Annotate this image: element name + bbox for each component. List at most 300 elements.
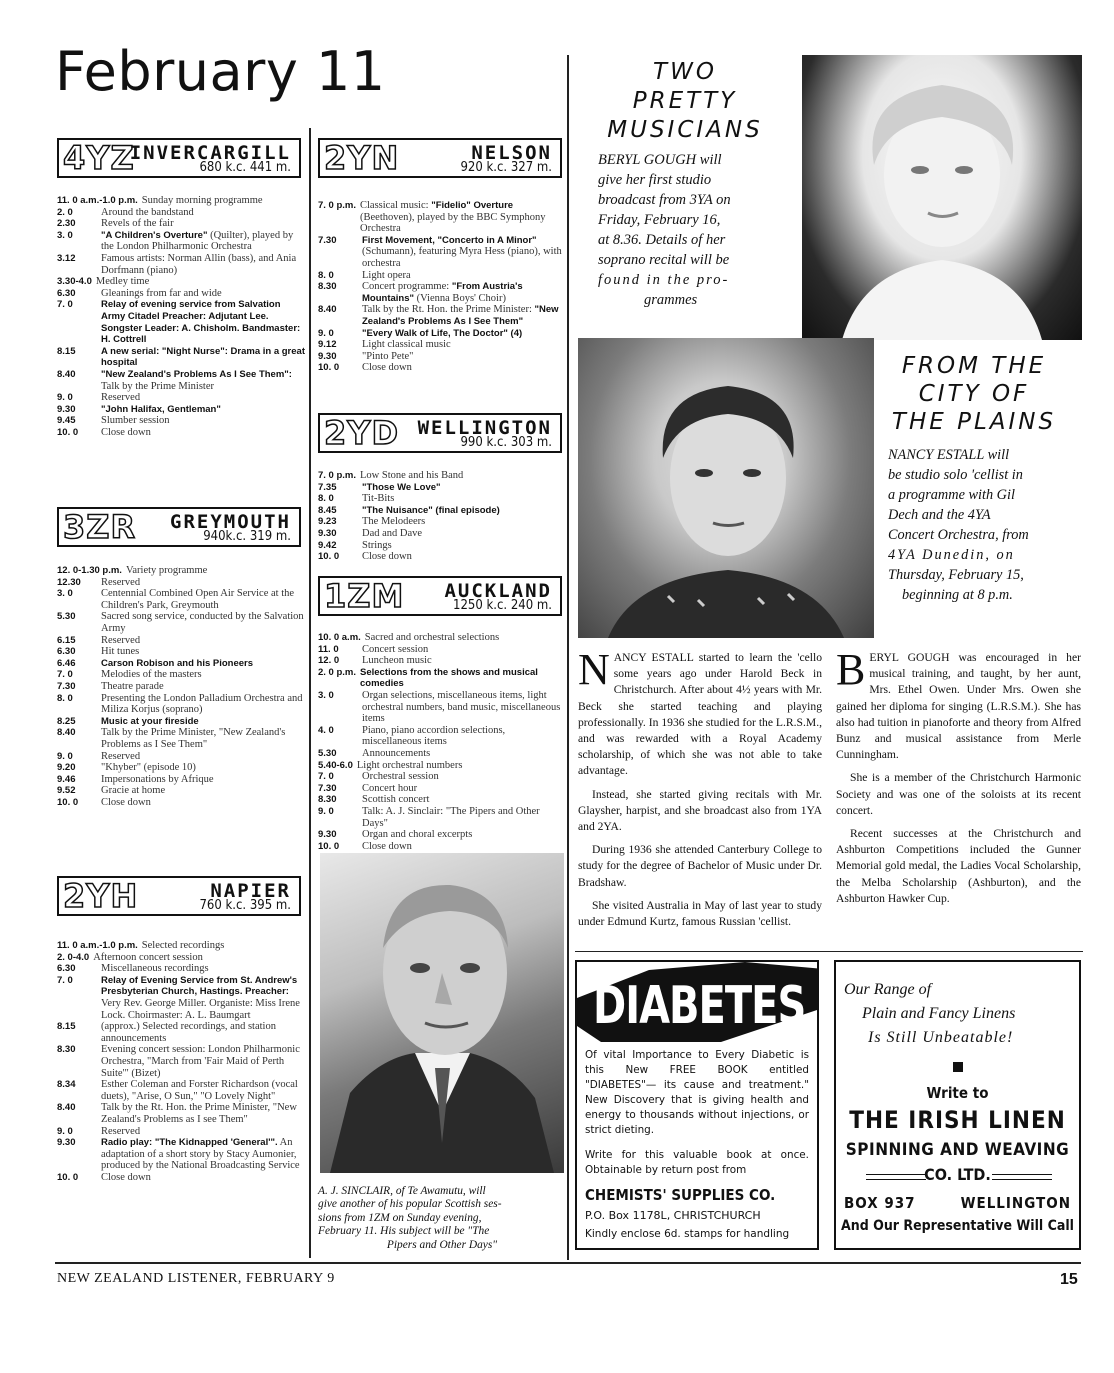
programme-row <box>57 369 305 392</box>
programme-description: Revels of the fair <box>101 218 174 230</box>
programme-row <box>57 1137 305 1172</box>
heading-line: CITY OF <box>918 381 1030 407</box>
programme-description: Scottish concert <box>362 794 430 806</box>
programme-time: 8.45 <box>318 504 337 516</box>
programme-description: Organ selections, miscellaneous items, light orchestral numbers, band music, miscellaneous items <box>362 689 561 725</box>
ad-body-text: Of vital Importance to Every Diabetic is this New FREE BOOK entitled "DIABETES"— its cause and treatment." New Discovery that is giving health and energy to thousands without injections, or strict dieting. <box>585 1049 809 1136</box>
gough-heading <box>590 58 780 145</box>
programme-description: Close down <box>362 362 412 374</box>
programme-time: 9.30 <box>318 829 337 841</box>
programme-time: 9. 0 <box>57 750 73 762</box>
programme-description: Impersonations by Afrique <box>101 773 214 785</box>
programme-description: Sunday morning programme <box>141 195 263 206</box>
programme-description: Miscellaneous recordings <box>101 963 209 975</box>
programme-time: 9.30 <box>318 350 337 362</box>
programme-description: Around the bandstand <box>101 206 194 218</box>
programme-time: 8.40 <box>57 368 76 380</box>
programme-row <box>57 952 305 964</box>
programme-list-auckland <box>318 632 564 852</box>
programme-row <box>57 669 305 681</box>
programme-description: Close down <box>101 1171 151 1183</box>
programme-time: 8.30 <box>57 1044 76 1056</box>
programme-description: Gracie at home <box>101 785 166 797</box>
heading-line: TWO <box>653 59 717 85</box>
programme-row <box>57 299 305 345</box>
programme-time: 5.30 <box>57 611 76 623</box>
caption-line: sions from 1ZM on Sunday evening, <box>318 1211 482 1224</box>
programme-row <box>318 235 564 270</box>
sinclair-caption <box>318 1185 566 1252</box>
programme-description: A new serial: "Night Nurse": Drama in a great hospital <box>101 345 305 369</box>
programme-time: 10. 0 <box>57 796 79 808</box>
programme-description: Light classical music <box>362 339 451 351</box>
programme-time: 10. 0 <box>318 362 340 374</box>
programme-row <box>57 635 305 647</box>
programme-time: 12. 0-1.30 p.m. <box>57 565 122 576</box>
heading-line: PRETTY <box>632 88 738 114</box>
caption-line: Thursday, February 15, <box>888 567 1024 583</box>
programme-description: Luncheon music <box>362 655 432 667</box>
programme-row <box>318 632 564 644</box>
programme-description: Reserved <box>101 750 141 762</box>
caption-line: beginning at 8 p.m. <box>902 587 1013 603</box>
caption-line: at 8.36. Details of her <box>598 232 726 248</box>
programme-description: Talk: A. J. Sinclair: "The Pipers and Other Days" <box>362 805 540 829</box>
programme-row <box>318 771 564 783</box>
programme-list-invercargill <box>57 195 305 438</box>
station-frequency: 990 k.c. 303 m. <box>460 435 552 450</box>
programme-row <box>57 658 305 670</box>
programme-row <box>57 1172 305 1184</box>
ad-body-text: Write for this valuable book at once. Obtainable by return post from <box>585 1149 809 1176</box>
caption-line: 4YA Dunedin, on <box>888 547 1015 563</box>
programme-description: "Pinto Pete" <box>362 350 414 362</box>
programme-description: (approx.) Selected recordings, and station announcements <box>101 1021 276 1044</box>
ad-line: Plain and Fancy Linens <box>862 1005 1016 1022</box>
programme-description: Reserved <box>101 392 141 404</box>
portrait-illustration <box>578 338 874 638</box>
programme-time: 9.45 <box>57 415 76 427</box>
programme-row <box>318 270 564 282</box>
programme-row <box>57 230 305 253</box>
station-call-sign: 1ZM <box>324 577 405 615</box>
programme-description: Relay of Evening Service from St. Andrew's Presbyterian Church, Hastings. Preacher: Very Rev. George Miller. Organiste: Miss Irene Lock. Choirmaster: A. L. Baumgart <box>101 974 300 1021</box>
programme-time: 6.15 <box>57 634 76 646</box>
ad-city: WELLINGTON <box>960 1194 1071 1212</box>
programme-row <box>57 415 305 427</box>
programme-time: 7. 0 p.m. <box>318 200 357 211</box>
programme-description: Reserved <box>101 1125 141 1137</box>
programme-description: Reserved <box>101 634 141 646</box>
programme-time: 8.40 <box>318 304 337 316</box>
programme-row <box>318 493 564 505</box>
programme-description: Concert programme: "From Austria's Mountains" (Vienna Boys' Choir) <box>362 281 523 304</box>
programme-description: "John Halifax, Gentleman" <box>101 403 221 415</box>
diabetes-ad[interactable] <box>575 960 819 1250</box>
ad-line: Our Range of <box>844 981 932 998</box>
programme-row <box>57 785 305 797</box>
portrait-illustration <box>802 55 1082 340</box>
programme-description: Selected recordings <box>141 940 225 951</box>
programme-row <box>57 195 305 207</box>
programme-description: Medley time <box>95 276 150 288</box>
heading-line: THE PLAINS <box>891 409 1057 435</box>
programme-time: 7.30 <box>318 234 337 246</box>
station-call-sign: 2YD <box>324 414 399 452</box>
programme-description: "Those We Love" <box>362 481 441 493</box>
ad-address: P.O. Box 1178L, CHRISTCHURCH <box>585 1209 761 1222</box>
programme-time: 3.30-4.0 <box>57 276 92 288</box>
programme-time: 8.40 <box>57 1102 76 1114</box>
programme-time: 10. 0 <box>57 1171 79 1183</box>
programme-time: 2. 0-4.0 <box>57 951 90 963</box>
programme-row <box>318 551 564 563</box>
programme-time: 3. 0 <box>318 689 334 701</box>
ad-write-to: Write to <box>926 1084 989 1102</box>
programme-row <box>57 716 305 728</box>
caption-line: found in the pro- <box>598 272 730 288</box>
programme-description: Theatre parade <box>101 680 164 692</box>
programme-row <box>57 797 305 809</box>
programme-description: Organ and choral excerpts <box>362 829 473 841</box>
programme-description: Close down <box>101 796 151 808</box>
caption-line: grammes <box>644 292 698 308</box>
station-frequency: 940k.c. 319 m. <box>203 529 291 544</box>
programme-description: Concert session <box>362 643 429 655</box>
programme-time: 10. 0 a.m. <box>318 632 361 643</box>
programme-time: 6.30 <box>57 963 76 975</box>
gough-caption <box>598 150 778 310</box>
station-box-greymouth <box>57 507 301 547</box>
programme-description: Radio play: "The Kidnapped 'General'". An adaptation of a short story by Stacy Aumonier, produced by the National Broadcasting Service <box>101 1137 300 1172</box>
footer-rule <box>55 1262 1081 1264</box>
programme-description: Talk by the Prime Minister, "New Zealand's Problems as I See Them" <box>101 727 286 750</box>
programme-time: 9.30 <box>318 527 337 539</box>
station-city: INVERCARGILL <box>129 142 291 164</box>
programme-time: 3.12 <box>57 252 76 264</box>
programme-time: 2. 0 p.m. <box>318 666 357 678</box>
programme-description: Sacred song service, conducted by the Salvation Army <box>101 611 304 634</box>
station-box-auckland <box>318 576 562 616</box>
programme-row <box>57 288 305 300</box>
programme-time: 11. 0 <box>318 643 339 655</box>
programme-time: 9. 0 <box>57 392 73 404</box>
programme-row <box>318 482 564 494</box>
programme-list-nelson <box>318 200 564 374</box>
caption-line: NANCY ESTALL will <box>888 447 1010 463</box>
programme-description: "New Zealand's Problems As I See Them": Talk by the Prime Minister <box>101 368 292 392</box>
programme-description: Close down <box>101 426 151 438</box>
programme-row <box>57 218 305 230</box>
drop-cap: N <box>578 645 610 694</box>
programme-description: "The Nuisance" (final episode) <box>362 504 500 516</box>
programme-time: 8. 0 <box>318 269 334 281</box>
programme-row <box>318 748 564 760</box>
programme-list-wellington <box>318 470 564 563</box>
programme-time: 8. 0 <box>57 692 73 704</box>
programme-description: Close down <box>362 840 412 852</box>
programme-description: Slumber session <box>101 415 170 427</box>
caption-line: February 11. His subject will be "The <box>318 1225 490 1238</box>
station-box-invercargill <box>57 138 301 178</box>
programme-description: Melodies of the masters <box>101 669 202 681</box>
gough-photo <box>802 55 1082 340</box>
ad-note: Kindly enclose 6d. stamps for handling <box>585 1228 790 1240</box>
station-call-sign: 2YH <box>63 877 139 915</box>
column-rule <box>309 128 311 1258</box>
programme-description: Reserved <box>101 576 141 588</box>
programme-description: Concert hour <box>362 782 418 794</box>
caption-line: Pipers and Other Days" <box>386 1238 498 1251</box>
programme-row <box>318 540 564 552</box>
programme-description: Evening concert session: London Philharmonic Orchestra, "March from 'Fair Maid of Perth Suite'" (Bizet) <box>101 1044 300 1079</box>
programme-description: Carson Robison and his Pioneers <box>101 657 254 669</box>
caption-line: soprano recital will be <box>598 252 730 268</box>
programme-time: 9. 0 <box>318 805 334 817</box>
programme-time: 6.30 <box>57 646 76 658</box>
programme-row <box>57 588 305 611</box>
estall-photo <box>578 338 874 638</box>
programme-time: 8.30 <box>318 794 337 806</box>
programme-time: 7. 0 p.m. <box>318 470 357 481</box>
programme-description: Talk by the Rt. Hon. the Prime Minister, "New Zealand's Problems as I see Them" <box>101 1102 297 1125</box>
gough-article <box>836 645 1081 914</box>
page-number: 15 <box>1060 1271 1078 1288</box>
programme-row <box>318 516 564 528</box>
programme-time: 3. 0 <box>57 588 73 600</box>
programme-description: Famous artists: Norman Allin (bass), and Ania Dorfmann (piano) <box>101 252 297 276</box>
programme-row <box>318 841 564 853</box>
programme-description: Light opera <box>362 269 411 281</box>
programme-time: 5.40-6.0 <box>318 759 353 771</box>
programme-row <box>318 644 564 656</box>
programme-list-napier <box>57 940 305 1183</box>
ad-banner: DIABETES <box>593 976 806 1036</box>
programme-time: 8.30 <box>318 281 337 293</box>
programme-description: Light orchestral numbers <box>356 759 463 771</box>
programme-row <box>318 200 564 235</box>
programme-row <box>57 276 305 288</box>
programme-description: Piano, piano accordion selections, miscellaneous items <box>362 724 506 748</box>
article-paragraph: Instead, she started giving recitals with Mr. Glaysher, harpist, and she broadcast also from 1YA and 2YA. <box>578 787 822 834</box>
station-city: GREYMOUTH <box>170 511 291 533</box>
station-box-napier <box>57 876 301 916</box>
programme-time: 9.12 <box>318 339 337 351</box>
station-city: WELLINGTON <box>417 417 552 439</box>
article-paragraph: Recent successes at the Christchurch and Ashburton Competitions included the Gunner Memorial gold medal, the Ladies Vocal Scholarship, the Melba Scholarship (Ashburton), and the Ashburton Hawker Cup. <box>836 827 1081 905</box>
ad-company-name: THE IRISH LINEN <box>849 1106 1066 1134</box>
programme-description: Variety programme <box>125 565 208 576</box>
programme-row <box>57 253 305 276</box>
programme-description: Afternoon concert session <box>93 951 203 963</box>
programme-row <box>318 667 564 690</box>
estall-heading <box>876 352 1072 436</box>
programme-time: 8.34 <box>57 1079 76 1091</box>
caption-line: BERYL GOUGH will <box>598 152 722 168</box>
station-city: AUCKLAND <box>444 580 552 602</box>
programme-description: Classical music: "Fidelio" Overture (Beethoven), played by the BBC Symphony Orchestra <box>360 200 546 235</box>
caption-line: A. J. SINCLAIR, of Te Awamutu, will <box>318 1185 486 1197</box>
programme-row <box>318 725 564 748</box>
programme-description: Esther Coleman and Forster Richardson (vocal duets), "Arise, O Sun," "O Lovely Night" <box>101 1079 298 1102</box>
programme-row <box>57 1079 305 1102</box>
programme-row <box>57 404 305 416</box>
caption-line: Dech and the 4YA <box>888 507 991 523</box>
programme-description: "Every Walk of Life, The Doctor" (4) <box>362 327 523 339</box>
programme-row <box>57 681 305 693</box>
programme-description: The Melodeers <box>362 516 426 528</box>
square-bullet-icon <box>953 1062 963 1072</box>
programme-row <box>318 783 564 795</box>
station-city: NAPIER <box>210 880 291 902</box>
programme-time: 9.20 <box>57 762 76 774</box>
programme-row <box>318 794 564 806</box>
programme-row <box>57 427 305 439</box>
caption-line: be studio solo 'cellist in <box>888 467 1023 483</box>
programme-row <box>57 693 305 716</box>
page-title: February 11 <box>55 40 386 103</box>
programme-description: Tit-Bits <box>362 493 395 505</box>
article-paragraph: She visited Australia in May of last year to study under Edmund Kurtz, famous Russian 'cellist. <box>578 898 822 929</box>
station-frequency: 1250 k.c. 240 m. <box>453 598 552 613</box>
programme-time: 7. 0 <box>57 974 73 986</box>
programme-time: 8. 0 <box>318 493 334 505</box>
station-frequency: 680 k.c. 441 m. <box>199 160 291 175</box>
heading-line: MUSICIANS <box>607 117 763 143</box>
irish-linen-ad[interactable] <box>834 960 1081 1250</box>
programme-row <box>318 339 564 351</box>
caption-line: broadcast from 3YA on <box>598 192 731 208</box>
programme-description: First Movement, "Concerto in A Minor" (Schumann), featuring Myra Hess (piano), with orchestra <box>362 234 562 269</box>
programme-description: Centennial Combined Open Air Service at the Children's Park, Greymouth <box>101 588 295 611</box>
programme-row <box>318 655 564 667</box>
programme-time: 11. 0 a.m.-1.0 p.m. <box>57 940 138 951</box>
programme-description: Orchestral session <box>362 771 439 783</box>
programme-time: 9.52 <box>57 785 76 797</box>
programme-row <box>57 1102 305 1125</box>
programme-description: Selections from the shows and musical comedies <box>360 666 538 690</box>
drop-cap: B <box>836 645 866 694</box>
programme-row <box>57 751 305 763</box>
programme-row <box>318 362 564 374</box>
programme-row <box>318 760 564 772</box>
programme-time: 7. 0 <box>57 299 73 311</box>
estall-caption <box>888 445 1076 605</box>
programme-time: 8.40 <box>57 727 76 739</box>
programme-time: 6.30 <box>57 287 76 299</box>
programme-row <box>318 328 564 340</box>
column-rule <box>567 55 569 1260</box>
article-paragraph: ERYL GOUGH was encouraged in her musical training, and taught, by her aunt, Mrs. Ethel Owen. Under Mrs. Owen she gained her diploma for singing (L.R.S.M.). She has also had tuition in pianoforte and theory from Alfred Bunz and musical assistance from Merle Cunningham. <box>836 651 1081 762</box>
programme-row <box>57 963 305 975</box>
ad-line: Is Still Unbeatable! <box>868 1029 1014 1046</box>
programme-row <box>57 565 305 577</box>
article-paragraph: She is a member of the Christchurch Harmonic Society and was one of the soloists at its recent concert. <box>836 771 1081 817</box>
ad-rule <box>575 951 1083 952</box>
station-frequency: 760 k.c. 395 m. <box>199 898 291 913</box>
station-call-sign: 2YN <box>324 139 400 177</box>
programme-row <box>57 1021 305 1044</box>
programme-description: Announcements <box>362 747 431 759</box>
station-box-nelson <box>318 138 562 178</box>
estall-article <box>578 645 822 937</box>
programme-description: Hit tunes <box>101 646 140 658</box>
programme-description: Gleanings from far and wide <box>101 287 222 299</box>
caption-line: Concert Orchestra, from <box>888 527 1029 543</box>
programme-row <box>57 577 305 589</box>
programme-row <box>318 351 564 363</box>
portrait-illustration <box>320 853 564 1173</box>
programme-row <box>318 505 564 517</box>
programme-time: 9.30 <box>57 403 76 415</box>
programme-time: 7. 0 <box>318 771 334 783</box>
programme-list-greymouth <box>57 565 305 808</box>
programme-description: Talk by the Rt. Hon. the Prime Minister: "New Zealand's Problems As I See Them" <box>362 304 559 327</box>
programme-time: 9.46 <box>57 773 76 785</box>
caption-line: Friday, February 16, <box>598 212 721 228</box>
article-paragraph: During 1936 she attended Canterbury College to study for the degree of Bachelor of Music under Dr. Bradshaw. <box>578 843 822 889</box>
programme-row <box>57 1126 305 1138</box>
programme-row <box>57 774 305 786</box>
ad-company: CHEMISTS' SUPPLIES CO. <box>585 1186 776 1204</box>
programme-time: 8.15 <box>57 345 76 357</box>
decor-rule <box>992 1174 1052 1180</box>
heading-line: FROM THE <box>901 353 1047 379</box>
programme-time: 11. 0 a.m.-1.0 p.m. <box>57 195 138 206</box>
programme-description: Sacred and orchestral selections <box>364 632 500 643</box>
programme-time: 12.30 <box>57 576 81 588</box>
article-paragraph: ANCY ESTALL started to learn the 'cello some years ago under Harold Beck in Christchurch. After about 4½ years with Mr. Beck she started teaching and playing professionally. In 1936 she studied for the L.R.S.M., and was rewarded with a Royal Academy scholarship, of which she was not able to take advantage. <box>578 651 822 778</box>
programme-time: 2. 0 <box>57 206 73 218</box>
caption-line: a programme with Gil <box>888 487 1015 503</box>
programme-row <box>57 940 305 952</box>
programme-row <box>318 690 564 725</box>
programme-row <box>318 528 564 540</box>
programme-time: 8.15 <box>57 1021 76 1033</box>
sinclair-photo <box>320 853 564 1173</box>
station-call-sign: 4YZ <box>63 139 135 177</box>
programme-time: 2.30 <box>57 218 76 230</box>
programme-row <box>57 1044 305 1079</box>
programme-time: 12. 0 <box>318 655 340 667</box>
programme-time: 7. 0 <box>57 669 73 681</box>
station-call-sign: 3ZR <box>63 508 137 546</box>
caption-line: give another of his popular Scottish ses- <box>318 1198 502 1211</box>
programme-time: 10. 0 <box>318 840 340 852</box>
programme-description: Strings <box>362 539 392 551</box>
programme-row <box>318 806 564 829</box>
programme-row <box>57 392 305 404</box>
programme-time: 9.42 <box>318 539 337 551</box>
programme-row <box>318 304 564 327</box>
programme-row <box>57 762 305 774</box>
station-city: NELSON <box>471 142 552 164</box>
programme-time: 7.35 <box>318 481 337 493</box>
programme-time: 9.23 <box>318 516 337 528</box>
ad-company-name: SPINNING AND WEAVING <box>845 1140 1070 1160</box>
programme-time: 5.30 <box>318 747 337 759</box>
programme-time: 7.30 <box>57 680 76 692</box>
programme-row <box>57 346 305 369</box>
programme-description: Close down <box>362 551 412 563</box>
programme-description: Low Stone and his Band <box>360 470 464 481</box>
ad-company-name: CO. LTD. <box>924 1165 991 1184</box>
programme-time: 4. 0 <box>318 724 334 736</box>
ad-box: BOX 937 <box>844 1194 916 1212</box>
station-frequency: 920 k.c. 327 m. <box>460 160 552 175</box>
programme-time: 9.30 <box>57 1137 76 1149</box>
programme-row <box>57 207 305 219</box>
